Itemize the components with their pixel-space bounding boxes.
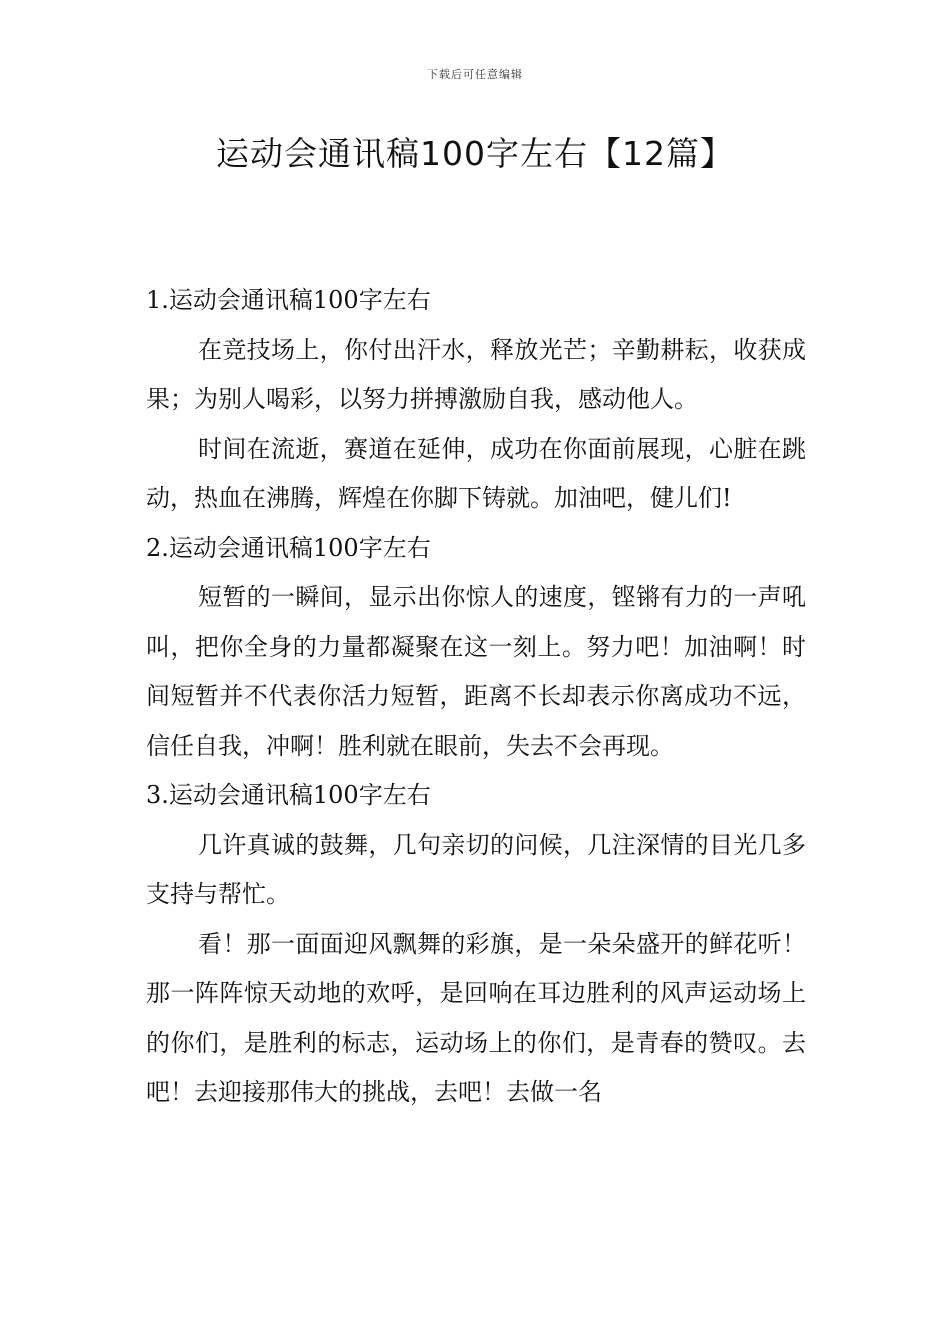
document-body bbox=[146, 276, 806, 1118]
section-heading: 1.运动会通讯稿100字左右 bbox=[146, 286, 431, 314]
paragraph: 看！那一面面迎风飘舞的彩旗，是一朵朵盛开的鲜花听！那一阵阵惊天动地的欢呼，是回响在耳边胜利的风声运动场上的你们，是胜利的标志，运动场上的你们，是青春的赞叹。去吧！去迎接那伟大的挑战，去吧！去做一名 bbox=[146, 929, 806, 1106]
header-note: 下载后可任意编辑 bbox=[427, 68, 523, 81]
paragraph: 时间在流逝，赛道在延伸，成功在你面前展现，心脏在跳动，热血在沸腾，辉煌在你脚下铸就。加油吧，健儿们! bbox=[146, 434, 806, 512]
paragraph: 短暂的一瞬间，显示出你惊人的速度，铿锵有力的一声吼叫，把你全身的力量都凝聚在这一刻上。努力吧！加油啊！时间短暂并不代表你活力短暂，距离不长却表示你离成功不远，信任自我，冲啊！胜利就在眼前，失去不会再现。 bbox=[146, 583, 806, 760]
section-heading: 2.运动会通讯稿100字左右 bbox=[146, 533, 431, 562]
section-heading: 3.运动会通讯稿100字左右 bbox=[146, 781, 431, 809]
page-title: 运动会通讯稿100字左右【12篇】 bbox=[216, 134, 734, 173]
paragraph: 几许真诚的鼓舞，几句亲切的问候，几注深情的目光几多支持与帮忙。 bbox=[146, 830, 806, 908]
paragraph: 在竞技场上，你付出汗水，释放光芒；辛勤耕耘，收获成果；为别人喝彩，以努力拼搏激励自我，感动他人。 bbox=[146, 335, 806, 413]
